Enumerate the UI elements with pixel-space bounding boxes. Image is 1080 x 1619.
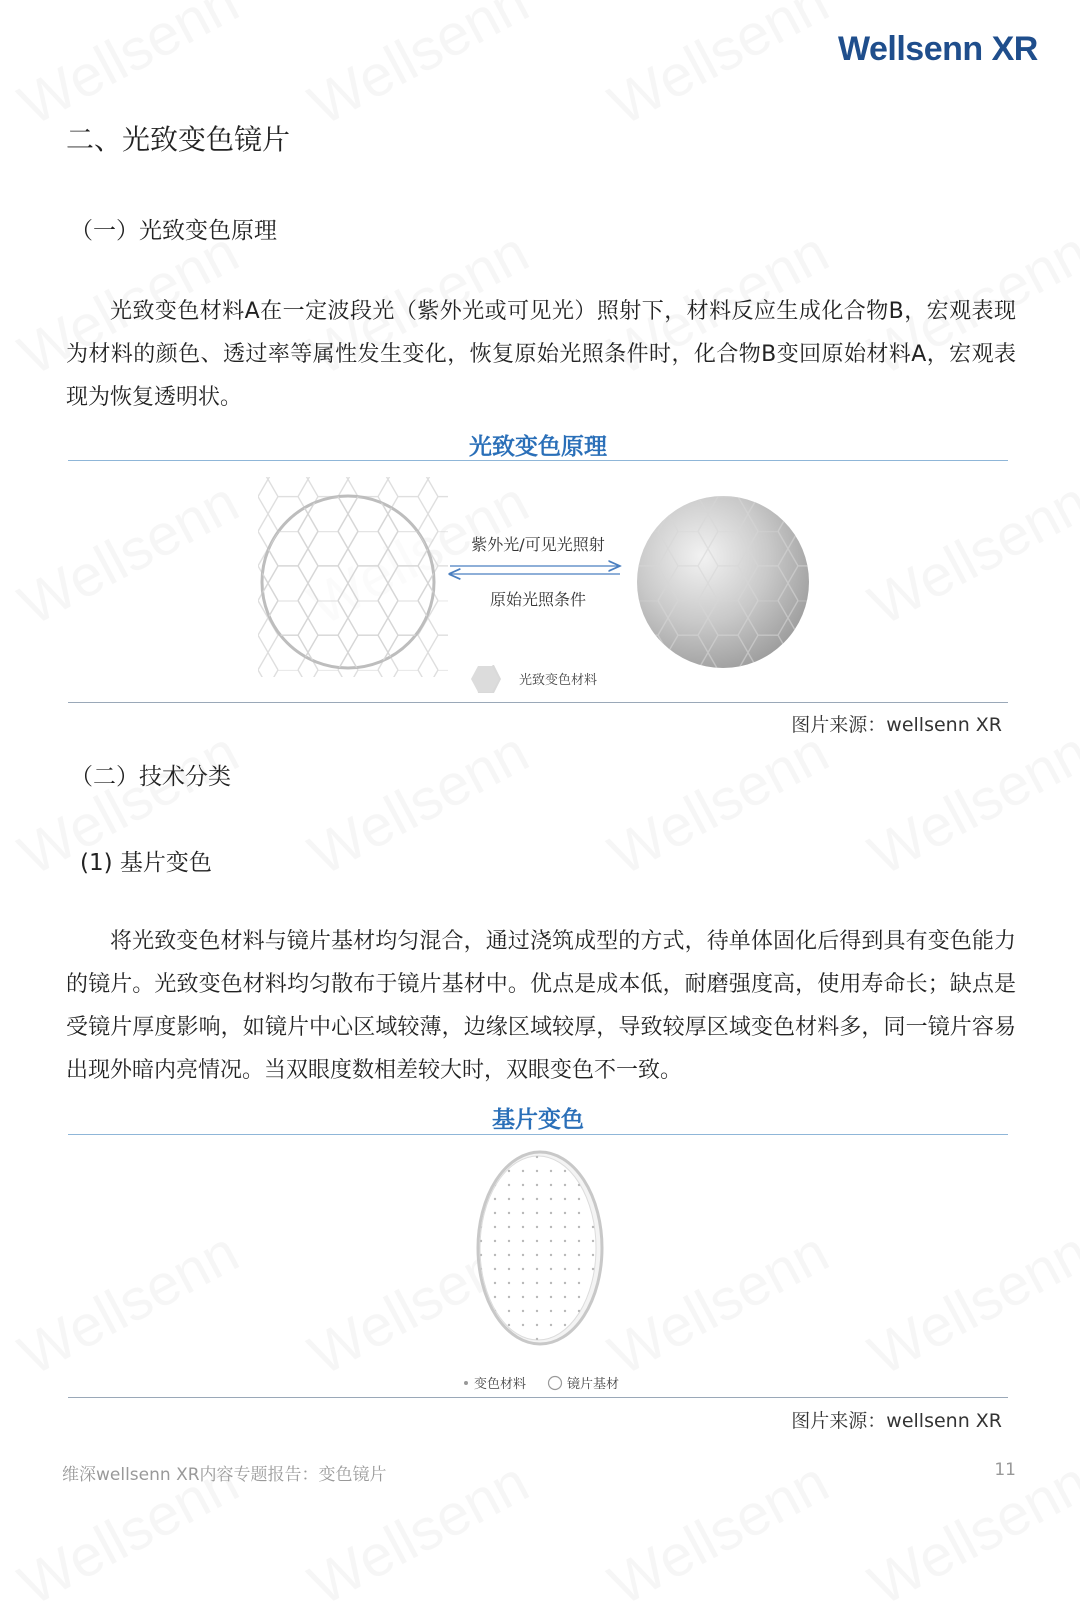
brand-logo: Wellsenn XR	[838, 30, 1038, 68]
legend-label-lens-substrate: 镜片基材	[567, 1377, 620, 1392]
circle-legend-icon	[549, 1377, 562, 1390]
principle-paragraph: 光致变色材料A在一定波段光（紫外光或可见光）照射下，材料反应生成化合物B，宏观表现为材料的颜色、透过率等属性发生变化，恢复原始光照条件时，化合物B变回原始材料A，宏观表现为恢复透明状。	[66, 299, 1016, 410]
watermark	[598, 1448, 839, 1619]
figure-bottom-rule	[68, 702, 1008, 703]
arrow-label-original-light: 原始光照条件	[489, 590, 587, 609]
figure-source: 图片来源：wellsenn XR	[791, 1410, 1002, 1432]
substrate-lens-icon	[468, 1146, 608, 1356]
arrow-label-irradiation: 紫外光/可见光照射	[471, 535, 605, 554]
subsection-title-classification: （二）技术分类	[70, 764, 231, 790]
photochromic-principle-diagram	[68, 462, 1008, 702]
watermark	[298, 0, 539, 139]
clear-lens-icon	[258, 477, 448, 677]
subsection-title-principle: （一）光致变色原理	[70, 218, 277, 244]
substrate-coloring-diagram	[68, 1136, 1008, 1396]
watermark	[858, 1448, 1080, 1619]
footer-report-title: 维深wellsenn XR内容专题报告：变色镜片	[62, 1465, 387, 1485]
figure-bottom-rule	[68, 1397, 1008, 1398]
section-title: 二、光致变色镜片	[66, 123, 291, 156]
watermark	[858, 718, 1080, 889]
substrate-paragraph: 将光致变色材料与镜片基材均匀混合，通过浇筑成型的方式，待单体固化后得到具有变色能力的镜片。光致变色材料均匀散布于镜片基材中。优点是成本低，耐磨强度高，使用寿命长；缺点是受镜片厚度影响，如镜片中心区域较薄，边缘区域较厚，导致较厚区域变色材料多，同一镜片容易出现外暗内亮情况。当双眼度数相差较大时，双眼变色不一致。	[66, 929, 1016, 1083]
subsection-title-substrate: (1) 基片变色	[80, 850, 212, 876]
legend-label-coloring-material: 变色材料	[474, 1377, 527, 1392]
watermark	[598, 0, 839, 139]
figure-title-substrate: 基片变色	[492, 1107, 584, 1133]
page-number: 11	[994, 1460, 1016, 1480]
watermark	[598, 718, 839, 889]
dot-legend-icon	[464, 1381, 468, 1385]
figure-source: 图片来源：wellsenn XR	[791, 714, 1002, 736]
darkened-lens-icon	[628, 482, 818, 682]
watermark	[298, 718, 539, 889]
figure-top-rule	[68, 1134, 1008, 1135]
figure-title-principle: 光致变色原理	[469, 434, 607, 460]
legend-label-material: 光致变色材料	[519, 673, 598, 688]
figure-top-rule	[68, 460, 1008, 461]
